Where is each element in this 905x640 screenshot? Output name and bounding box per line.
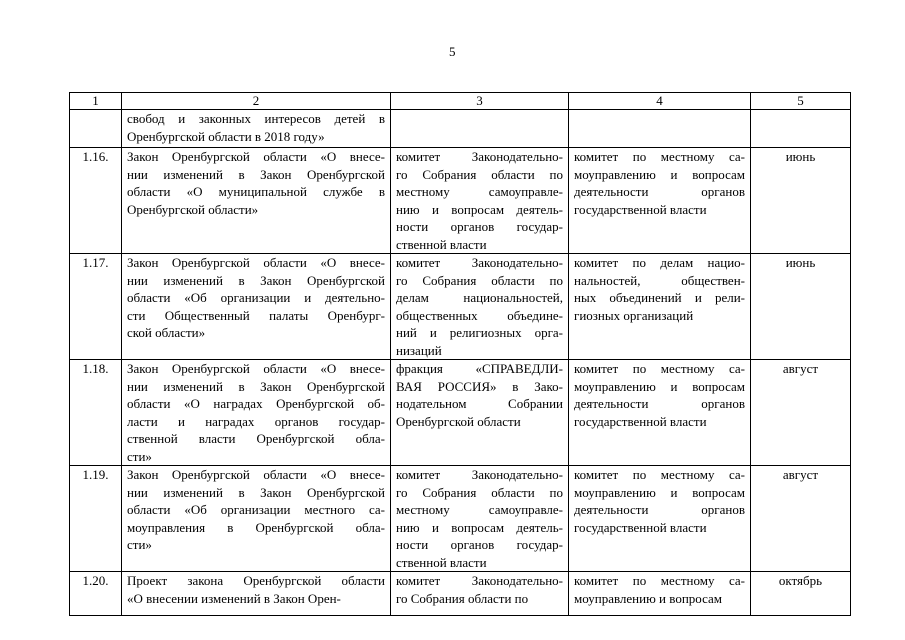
law-title-line: нии изменений в Закон Оренбургской [127, 272, 385, 288]
committee-line: комитет по делам нацио- [574, 255, 745, 270]
responsible-committee-cell [569, 110, 751, 148]
responsible-committee-cell [569, 466, 751, 572]
committee-line: государственной власти [574, 519, 707, 535]
initiator-line: ности органов государ- [396, 219, 563, 234]
law-title-line: сти Общественный палаты Оренбург- [127, 307, 385, 323]
table-row [70, 572, 851, 616]
committee-line: моуправлению и вопросам [574, 484, 745, 500]
column-header-1: 1 [70, 93, 122, 110]
initiator-line: ственной власти [396, 236, 487, 252]
law-title-line: нии изменений в Закон Оренбургской [127, 484, 385, 500]
deadline-cell: июнь [751, 254, 851, 360]
committee-line: комитет по местному са- [574, 149, 745, 164]
law-title-line: Закон Оренбургской области «О внесе- [127, 255, 385, 270]
table-row [70, 360, 851, 466]
row-number: 1.20. [70, 572, 122, 616]
initiator-line: ний и религиозных орга- [396, 325, 563, 340]
initiator-line: комитет Законодательно- [396, 467, 563, 482]
initiator-line: низаций [396, 342, 442, 358]
committee-line: комитет по местному са- [574, 467, 745, 482]
initiator-cell [391, 572, 569, 616]
table-row [70, 110, 851, 148]
law-title-line: нии изменений в Закон Оренбургской [127, 378, 385, 394]
initiator-line: ственной власти [396, 554, 487, 570]
initiator-line: го Собрания области по [396, 272, 563, 288]
initiator-line: комитет Законодательно- [396, 149, 563, 164]
column-header-2: 2 [122, 93, 391, 110]
law-title-cell [122, 254, 391, 360]
initiator-line: нодательном Собрании [396, 396, 563, 411]
initiator-line: комитет Законодательно- [396, 255, 563, 270]
law-title-line: Оренбургской области» [127, 201, 259, 217]
initiator-line: местному самоуправле- [396, 184, 563, 199]
responsible-committee-cell [569, 254, 751, 360]
law-title-line: Проект закона Оренбургской области [127, 573, 385, 588]
law-title-line: области «Об организации и деятельно- [127, 290, 385, 305]
committee-line: деятельности органов [574, 396, 745, 411]
table-row [70, 254, 851, 360]
law-title-line: нии изменений в Закон Оренбургской [127, 166, 385, 182]
initiator-line: фракция «СПРАВЕДЛИ- [396, 361, 563, 376]
committee-line: моуправлению и вопросам [574, 378, 745, 394]
law-title-line: «О внесении изменений в Закон Орен- [127, 590, 341, 606]
law-title-line: Закон Оренбургской области «О внесе- [127, 149, 385, 164]
initiator-line: комитет Законодательно- [396, 573, 563, 588]
law-title-cell [122, 466, 391, 572]
committee-line: нальностей, обществен- [574, 272, 745, 288]
initiator-cell [391, 148, 569, 254]
initiator-cell [391, 254, 569, 360]
deadline-cell: октябрь [751, 572, 851, 616]
initiator-line: общественных объедине- [396, 307, 563, 323]
law-title-line: ской области» [127, 325, 206, 340]
initiator-cell [391, 360, 569, 466]
law-title-line: области «Об организации местного са- [127, 502, 385, 517]
table-row [70, 466, 851, 572]
law-title-cell [122, 572, 391, 616]
column-header-4: 4 [569, 93, 751, 110]
committee-line: моуправлению и вопросам [574, 166, 745, 182]
column-header-5: 5 [751, 93, 851, 110]
responsible-committee-cell [569, 360, 751, 466]
law-title-line: ласти и наградах органов государ- [127, 413, 385, 429]
initiator-line: ности органов государ- [396, 537, 563, 552]
committee-line: государственной власти [574, 201, 707, 217]
committee-line: ных объединений и рели- [574, 290, 745, 305]
law-title-line: Закон Оренбургской области «О внесе- [127, 467, 385, 482]
committee-line: государственной власти [574, 413, 707, 429]
deadline-cell [751, 110, 851, 148]
initiator-line: го Собрания области по [396, 484, 563, 500]
initiator-cell [391, 110, 569, 148]
initiator-line: нию и вопросам деятель- [396, 519, 563, 535]
law-title-line: ственной власти Оренбургской обла- [127, 431, 385, 446]
committee-line: комитет по местному са- [574, 573, 745, 588]
deadline-cell: июнь [751, 148, 851, 254]
initiator-line: Оренбургской области [396, 413, 521, 429]
committee-line: деятельности органов [574, 502, 745, 517]
table-header-row [70, 93, 851, 110]
responsible-committee-cell [569, 572, 751, 616]
row-number [70, 110, 122, 148]
law-title-line: области «О муниципальной службе в [127, 184, 385, 199]
row-number: 1.19. [70, 466, 122, 572]
law-title-line: сти» [127, 537, 152, 552]
page-number: 5 [449, 44, 456, 59]
column-header-3: 3 [391, 93, 569, 110]
law-title-line: области «О наградах Оренбургской об- [127, 396, 385, 411]
row-number: 1.18. [70, 360, 122, 466]
law-title-line: Закон Оренбургской области «О внесе- [127, 361, 385, 376]
committee-line: гиозных организаций [574, 307, 694, 323]
row-number: 1.17. [70, 254, 122, 360]
committee-line: моуправлению и вопросам [574, 590, 723, 606]
row-number: 1.16. [70, 148, 122, 254]
initiator-cell [391, 466, 569, 572]
initiator-line: ВАЯ РОССИЯ» в Зако- [396, 378, 563, 394]
initiator-line: нию и вопросам деятель- [396, 201, 563, 217]
law-title-cell [122, 360, 391, 466]
initiator-line: го Собрания области по [396, 166, 563, 182]
committee-line: комитет по местному са- [574, 361, 745, 376]
responsible-committee-cell [569, 148, 751, 254]
deadline-cell: август [751, 466, 851, 572]
initiator-line: делам национальностей, [396, 290, 563, 305]
table-row [70, 148, 851, 254]
committee-line: деятельности органов [574, 184, 745, 199]
law-title-line: сти» [127, 448, 152, 464]
law-title-line: моуправления в Оренбургской обла- [127, 519, 385, 535]
law-title-line: свобод и законных интересов детей в [127, 111, 385, 126]
plan-table [69, 92, 851, 616]
law-title-cell [122, 148, 391, 254]
initiator-line: го Собрания области по [396, 590, 529, 606]
law-title-line: Оренбургской области в 2018 году» [127, 128, 325, 144]
law-title-cell [122, 110, 391, 148]
deadline-cell: август [751, 360, 851, 466]
initiator-line: местному самоуправле- [396, 502, 563, 517]
